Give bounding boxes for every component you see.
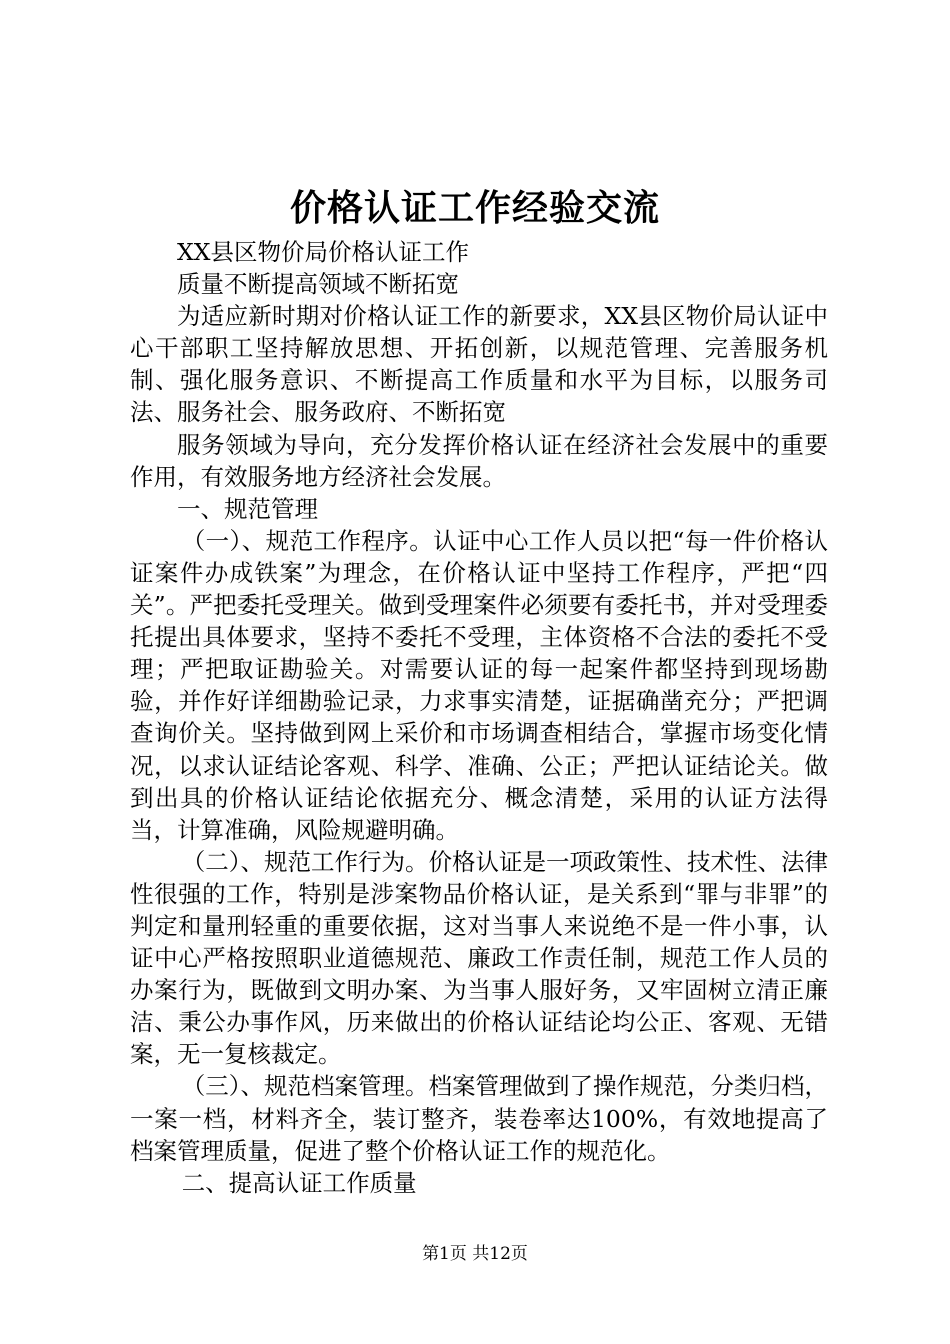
paragraph: 质量不断提高领域不断拓宽 <box>177 270 459 299</box>
paragraph: XX县区物价局价格认证工作 <box>177 238 469 266</box>
paragraph: （三）、规范档案管理。档案管理做到了操作规范，分类归档，一案一档，材料齐全，装订整齐，装卷率达100%，有效地提高了档案管理质量，促进了整个价格认证工作的规范化。 <box>130 1072 828 1165</box>
section-heading: 一、规范管理 <box>177 494 318 523</box>
paragraph: 服务领域为导向，充分发挥价格认证在经济社会发展中的重要作用，有效服务地方经济社会发展。 <box>130 430 828 491</box>
page-number-footer: 第1页 共12页 <box>422 1244 528 1264</box>
section-heading: 二、提高认证工作质量 <box>181 1168 417 1197</box>
paragraph: （二）、规范工作行为。价格认证是一项政策性、技术性、法律性很强的工作，特别是涉案物品价格认证，是关系到“罪与非罪”的判定和量刑轻重的重要依据，这对当事人来说绝不是一件小事，认证中心严格按照职业道德规范、廉政工作责任制，规范工作人员的办案行为，既做到文明办案、为当事人服好务，又牢固树立清正廉洁、秉公办事作风，历来做出的价格认证结论均公正、客观、无错案，无一复核裁定。 <box>130 847 828 1069</box>
paragraph: （一）、规范工作程序。认证中心工作人员以把“每一件价格认证案件办成铁案”为理念，在价格认证中坚持工作程序，严把“四关”。严把委托受理关。做到受理案件必须要有委托书，并对受理委托提出具体要求，坚持不委托不受理，主体资格不合法的委托不受理；严把取证勘验关。对需要认证的每一起案件都坚持到现场勘验，并作好详细勘验记录，力求事实清楚，证据确凿充分；严把调查询价关。坚持做到网上采价和市场调查相结合，掌握市场变化情况，以求认证结论客观、科学、准确、公正；严把认证结论关。做到出具的价格认证结论依据充分、概念清楚，采用的认证方法得当，计算准确，风险规避明确。 <box>130 526 828 844</box>
document-body <box>130 236 828 1199</box>
document-title: 价格认证工作经验交流 <box>289 187 660 229</box>
paragraph: 为适应新时期对价格认证工作的新要求，XX县区物价局认证中心干部职工坚持解放思想、开拓创新，以规范管理、完善服务机制、强化服务意识、不断提高工作质量和水平为目标，以服务司法、服务社会、服务政府、不断拓宽 <box>130 302 828 427</box>
